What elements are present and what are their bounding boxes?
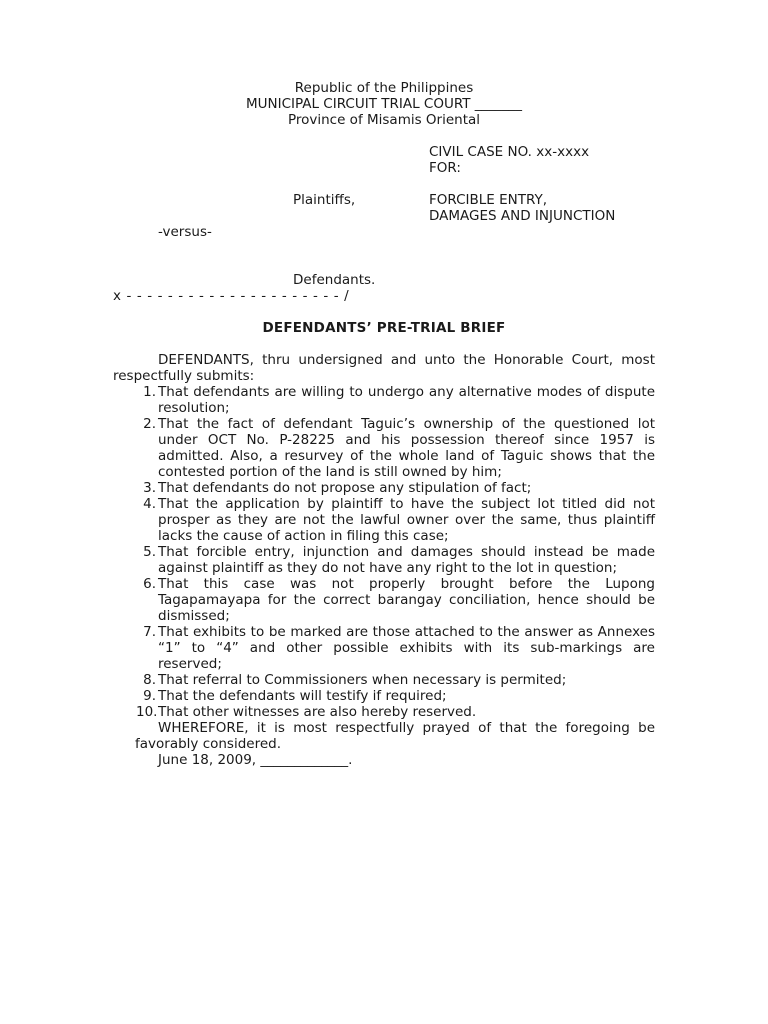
caption-separator: x - - - - - - - - - - - - - - - - - - - - - /	[113, 288, 350, 304]
list-item-number: 1.	[143, 384, 156, 400]
versus-label: -versus-	[158, 224, 212, 240]
plaintiffs-label: Plaintiffs,	[293, 192, 356, 208]
case-nature-line2: DAMAGES AND INJUNCTION	[429, 208, 616, 224]
list-item-text: That defendants are willing to undergo any alternative modes of dispute resolution;	[158, 384, 655, 416]
list-item	[130, 384, 655, 416]
list-item-number: 6.	[143, 576, 156, 592]
list-item	[130, 672, 655, 688]
list-item-text: That the defendants will testify if required;	[158, 688, 447, 704]
list-item-number: 4.	[143, 496, 156, 512]
intro-paragraph: DEFENDANTS, thru undersigned and unto the Honorable Court, most respectfully submits:	[113, 352, 655, 384]
list-item-number: 2.	[143, 416, 156, 432]
header-republic: Republic of the Philippines	[294, 80, 474, 96]
list-item-text: That the fact of defendant Taguic’s ownership of the questioned lot under OCT No. P-28225 and his possession thereof since 1957 is admitted. Also, a resurvey of the whole land of Taguic shows that the contested portion of the land is still owned by him;	[158, 416, 655, 480]
list-item-number: 5.	[143, 544, 156, 560]
wherefore-paragraph: WHEREFORE, it is most respectfully prayed of that the foregoing be favorably considered.	[135, 720, 655, 752]
case-for-label: FOR:	[429, 160, 461, 176]
list-item-text: That other witnesses are also hereby reserved.	[158, 704, 477, 720]
list-item-text: That this case was not properly brought before the Lupong Tagapamayapa for the correct barangay conciliation, hence should be dismissed;	[158, 576, 655, 624]
list-item-number: 9.	[143, 688, 156, 704]
header-province: Province of Misamis Oriental	[287, 112, 481, 128]
list-item-text: That forcible entry, injunction and damages should instead be made against plaintiff as they do not have any right to the lot in question;	[158, 544, 655, 576]
date-line: June 18, 2009, _____________.	[158, 752, 353, 768]
list-item-text: That the application by plaintiff to have the subject lot titled did not prosper as they are not the lawful owner over the same, thus plaintiff lacks the cause of action in filing this case;	[158, 496, 655, 544]
list-item-number: 10.	[136, 704, 158, 720]
list-item-text: That exhibits to be marked are those attached to the answer as Annexes “1” to “4” and other possible exhibits with its sub-markings are reserved;	[158, 624, 655, 672]
defendants-label: Defendants.	[293, 272, 376, 288]
list-item-number: 3.	[143, 480, 156, 496]
list-item-text: That referral to Commissioners when necessary is permited;	[158, 672, 567, 688]
list-item	[130, 624, 655, 672]
list-item	[130, 688, 655, 704]
list-item	[130, 704, 655, 720]
case-number: CIVIL CASE NO. xx-xxxx	[429, 144, 590, 160]
list-item-number: 7.	[143, 624, 156, 640]
submissions-list	[130, 384, 655, 720]
list-item	[130, 416, 655, 480]
document-title: DEFENDANTS’ PRE-TRIAL BRIEF	[262, 320, 506, 336]
list-item	[130, 544, 655, 576]
case-nature-line1: FORCIBLE ENTRY,	[429, 192, 548, 208]
list-item	[130, 496, 655, 544]
header-court: MUNICIPAL CIRCUIT TRIAL COURT _______	[245, 96, 523, 112]
list-item-number: 8.	[143, 672, 156, 688]
list-item	[130, 576, 655, 624]
list-item	[130, 480, 655, 496]
list-item-text: That defendants do not propose any stipulation of fact;	[158, 480, 532, 496]
